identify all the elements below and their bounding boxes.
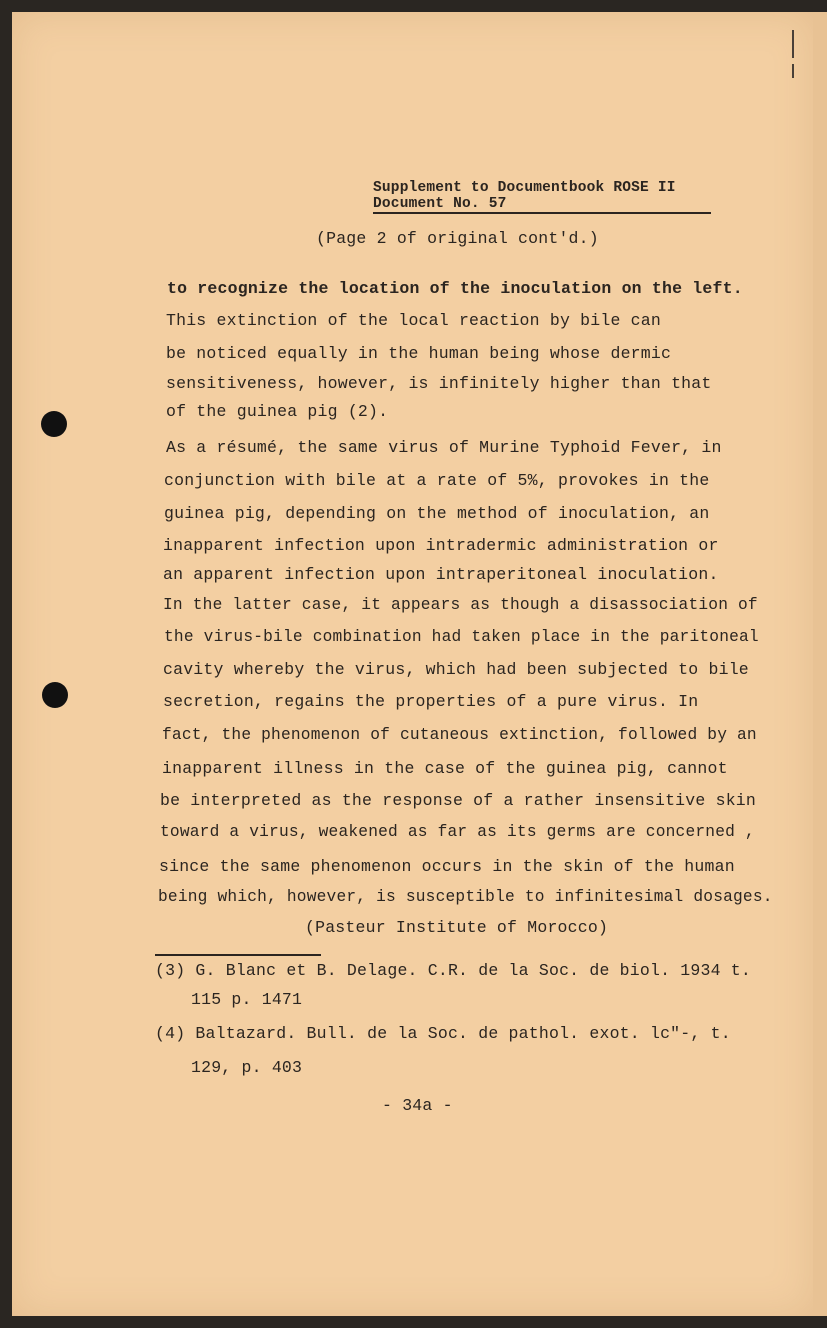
body-line: the virus-bile combination had taken place in the paritoneal: [164, 628, 759, 646]
body-line: cavity whereby the virus, which had been subjected to bile: [163, 660, 749, 679]
body-line: fact, the phenomenon of cutaneous extinction, followed by an: [162, 726, 757, 744]
edge-mark: [792, 64, 794, 78]
body-line: inapparent infection upon intradermic administration or: [163, 536, 719, 555]
body-line: In the latter case, it appears as though a disassociation of: [163, 596, 758, 614]
body-line: be interpreted as the response of a rather insensitive skin: [160, 791, 756, 810]
page-continuation-note: (Page 2 of original cont'd.): [316, 229, 599, 248]
footnote-3-line-2: 115 p. 1471: [191, 990, 303, 1009]
footnote-3-line-1: (3) G. Blanc et B. Delage. C.R. de la Soc. de biol. 1934 t.: [155, 961, 751, 980]
footnote-4-line-2: 129, p. 403: [191, 1058, 303, 1077]
header-line-2: Document No. 57: [373, 196, 507, 212]
body-line: of the guinea pig (2).: [166, 402, 389, 421]
body-line: being which, however, is susceptible to infinitesimal dosages.: [158, 888, 773, 906]
footnote-4-line-1: (4) Baltazard. Bull. de la Soc. de pathol. exot. lc"-, t.: [155, 1024, 731, 1043]
edge-mark: [792, 30, 794, 58]
punch-hole-top: [41, 411, 67, 437]
body-line: conjunction with bile at a rate of 5%, provokes in the: [164, 471, 710, 490]
body-line: As a résumé, the same virus of Murine Typhoid Fever, in: [166, 438, 722, 457]
body-line: toward a virus, weakened as far as its germs are concerned ,: [160, 823, 755, 841]
header-underline: [373, 212, 711, 214]
institution-signature: (Pasteur Institute of Morocco): [305, 918, 609, 937]
body-line: guinea pig, depending on the method of inoculation, an: [164, 504, 710, 523]
body-line: sensitiveness, however, is infinitely higher than that: [166, 374, 712, 393]
body-line: since the same phenomenon occurs in the skin of the human: [159, 857, 735, 876]
page-number: - 34a -: [382, 1096, 453, 1115]
body-line: to recognize the location of the inoculation on the left.: [167, 279, 743, 298]
body-line: inapparent illness in the case of the guinea pig, cannot: [162, 759, 728, 778]
header-line-1: Supplement to Documentbook ROSE II: [373, 180, 676, 196]
body-line: an apparent infection upon intraperitoneal inoculation.: [163, 565, 719, 584]
body-line: This extinction of the local reaction by bile can: [166, 311, 661, 330]
punch-hole-bottom: [42, 682, 68, 708]
footnote-rule: [155, 954, 321, 956]
body-line: secretion, regains the properties of a pure virus. In: [163, 692, 699, 711]
page-edge: [813, 12, 827, 1316]
body-line: be noticed equally in the human being whose dermic: [166, 344, 672, 363]
